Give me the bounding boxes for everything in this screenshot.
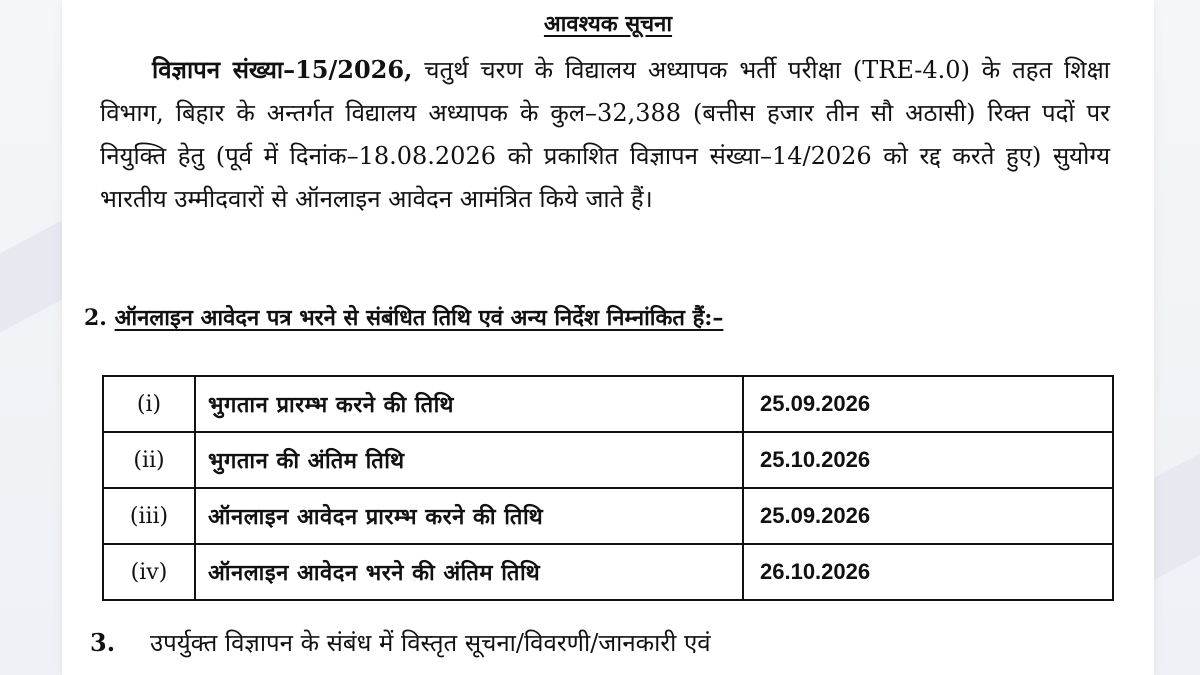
important-dates-table: [102, 375, 1114, 601]
row-label: भुगतान की अंतिम तिथि: [195, 432, 743, 488]
table-row: [103, 376, 1113, 432]
section-3: [90, 626, 711, 659]
section-2-text: ऑनलाइन आवेदन पत्र भरने से संबंधित तिथि एवं अन्य निर्देश निम्नांकित हैं:–: [114, 305, 724, 331]
section-3-text: उपर्युक्त विज्ञापन के संबंध में विस्तृत सूचना/विवरणी/जानकारी एवं: [150, 629, 711, 657]
row-date: 26.10.2026: [743, 544, 1113, 600]
row-date: 25.09.2026: [743, 488, 1113, 544]
row-date: 25.09.2026: [743, 376, 1113, 432]
row-label: ऑनलाइन आवेदन प्रारम्भ करने की तिथि: [195, 488, 743, 544]
section-3-number: 3.: [90, 628, 116, 657]
notice-paragraph: [100, 48, 1110, 221]
table-row: [103, 432, 1113, 488]
row-date: 25.10.2026: [743, 432, 1113, 488]
advertisement-number: विज्ञापन संख्या–15/2026,: [152, 55, 413, 84]
row-number: (iv): [103, 544, 195, 600]
section-2-number: 2.: [84, 305, 107, 331]
row-number: (iii): [103, 488, 195, 544]
section-2-heading: [84, 302, 723, 332]
notice-document: [62, 0, 1154, 675]
row-number: (ii): [103, 432, 195, 488]
paragraph-body: चतुर्थ चरण के विद्यालय अध्यापक भर्ती परीक्षा (TRE-4.0) के तहत शिक्षा विभाग, बिहार के अन्तर्गत विद्यालय अध्यापक के कुल–32,388 (बत्तीस हजार तीन सौ अठासी) रिक्त पदों पर नियुक्ति हेतु (पूर्व में दिनांक–18.08.2026 को प्रकाशित विज्ञापन संख्या–14/2026 को रद्द करते हुए) सुयोग्य भारतीय उम्मीदवारों से ऑनलाइन आवेदन आमंत्रित किये जाते हैं।: [100, 56, 1111, 213]
table-row: [103, 544, 1113, 600]
table-row: [103, 488, 1113, 544]
row-label: ऑनलाइन आवेदन भरने की अंतिम तिथि: [195, 544, 743, 600]
notice-title: आवश्यक सूचना: [543, 11, 673, 37]
row-number: (i): [103, 376, 195, 432]
row-label: भुगतान प्रारम्भ करने की तिथि: [195, 376, 743, 432]
